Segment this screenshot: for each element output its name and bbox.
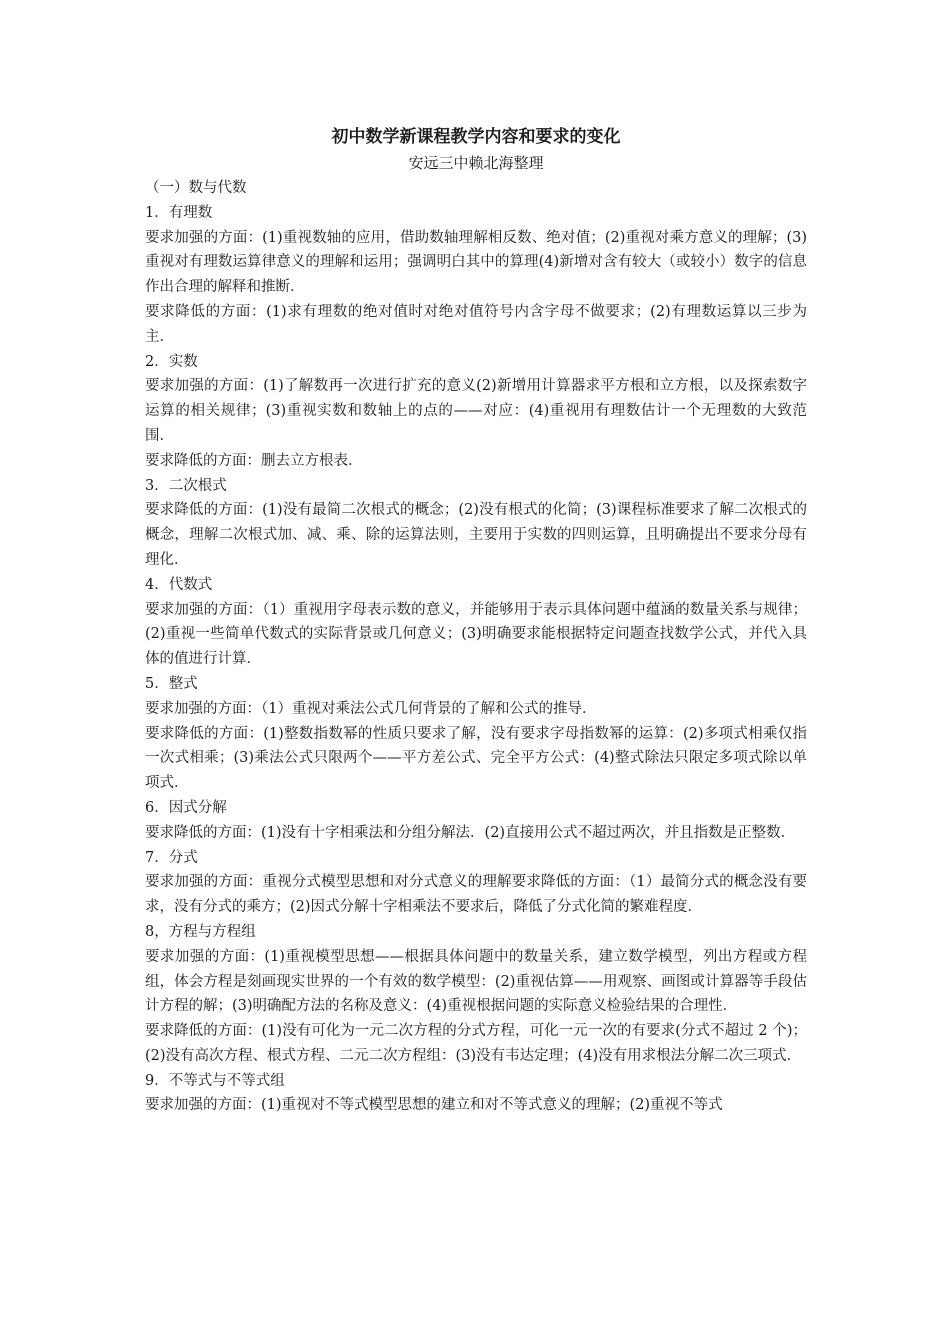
topic-heading: 8，方程与方程组 (145, 923, 256, 940)
paragraph-reduced: 要求降低的方面：(1)没有十字相乘法和分组分解法．(2)直接用公式不超过两次，并且指数是正整数． (145, 824, 796, 841)
topic-rational-numbers (145, 201, 807, 350)
topic-fractions (145, 846, 807, 920)
topic-algebraic-expressions (145, 573, 807, 672)
paragraph-mixed: 要求加强的方面：重视分式模型思想和对分式意义的理解要求降低的方面：（1）最简分式的概念没有要求，没有分式的乘方；(2)因式分解十字相乘法不要求后，降低了分式化简的繁难程度． (145, 874, 807, 916)
topic-heading: 1．有理数 (145, 204, 213, 221)
paragraph-reduced: 要求降低的方面：(1)没有最简二次根式的概念；(2)没有根式的化简；(3)课程标准要求了解二次根式的概念，理解二次根式加、减、乘、除的运算法则，主要用于实数的四则运算，且明确提出不要求分母有理化． (145, 502, 807, 568)
document-title: 初中数学新课程教学内容和要求的变化 (331, 127, 621, 147)
paragraph-strengthened-partial: 要求加强的方面：(1)重视对不等式模型思想的建立和对不等式意义的理解；(2)重视不等式 (145, 1097, 723, 1114)
paragraph-reduced: 要求降低的方面：删去立方根表． (145, 452, 363, 469)
topic-equations (145, 920, 807, 1069)
document-author: 安远三中赖北海整理 (408, 154, 544, 172)
paragraph-strengthened: 要求加强的方面：（1）重视用字母表示数的意义，并能够用于表示具体问题中蕴涵的数量关系与规律；(2)重视一些简单代数式的实际背景或几何意义；(3)明确要求能根据特定问题查找数学公式，并代入具体的值进行计算． (145, 601, 807, 668)
topic-heading: 6．因式分解 (145, 799, 227, 816)
paragraph-reduced: 要求降低的方面：(1)整数指数幂的性质只要求了解，没有要求字母指数幂的运算：(2)多项式相乘仅指一次式相乘；(3)乘法公式只限两个——平方差公式、完全平方公式：(4)整式除法只限定多项式除以单项式． (145, 725, 807, 792)
section-heading: （一）数与代数 (145, 180, 247, 196)
topic-heading: 2．实数 (145, 353, 198, 370)
topic-heading: 7．分式 (145, 849, 198, 866)
topic-heading: 4．代数式 (145, 576, 213, 593)
paragraph-strengthened: 要求加强的方面：(1)重视模型思想——根据具体问题中的数量关系，建立数学模型，列出方程或方程组，体会方程是刻画现实世界的一个有效的数学模型：(2)重视估算——用观察、画图或计算器等手段估计方程的解；(3)明确配方法的名称及意义：(4)重视根据问题的实际意义检验结果的合理性． (145, 948, 807, 1015)
paragraph-reduced: 要求降低的方面：(1)没有可化为一元二次方程的分式方程，可化一元一次的有要求(分式不超过 2 个)；(2)没有高次方程、根式方程、二元二次方程组：(3)没有韦达定理；(4)没有用求根法分解二次三项式． (145, 1023, 807, 1064)
paragraph-strengthened: 要求加强的方面：（1）重视对乘法公式几何背景的了解和公式的推导． (145, 700, 597, 717)
topic-heading: 5．整式 (145, 675, 198, 692)
topic-factorization (145, 796, 807, 846)
document-page (145, 122, 807, 1118)
paragraph-strengthened: 要求加强的方面：(1)了解数再一次进行扩充的意义(2)新增用计算器求平方根和立方根，以及探索数字运算的相关规律；(3)重视实数和数轴上的点的——对应：(4)重视用有理数估计一个无理数的大致范围． (145, 378, 807, 444)
topic-heading: 3．二次根式 (145, 477, 227, 494)
topic-polynomials (145, 672, 807, 796)
topic-inequalities (145, 1069, 807, 1119)
paragraph-strengthened: 要求加强的方面：(1)重视数轴的应用，借助数轴理解相反数、绝对值；(2)重视对乘方意义的理解；(3)重视对有理数运算律意义的理解和运用；强调明白其中的算理(4)新增对含有较大（或较小）数字的信息作出合理的解释和推断． (145, 229, 807, 296)
paragraph-reduced: 要求降低的方面：(1)求有理数的绝对值时对绝对值符号内含字母不做要求；(2)有理数运算以三步为主． (145, 303, 807, 345)
topic-quadratic-radicals (145, 474, 807, 573)
topic-heading: 9．不等式与不等式组 (145, 1072, 285, 1089)
topic-real-numbers (145, 350, 807, 474)
